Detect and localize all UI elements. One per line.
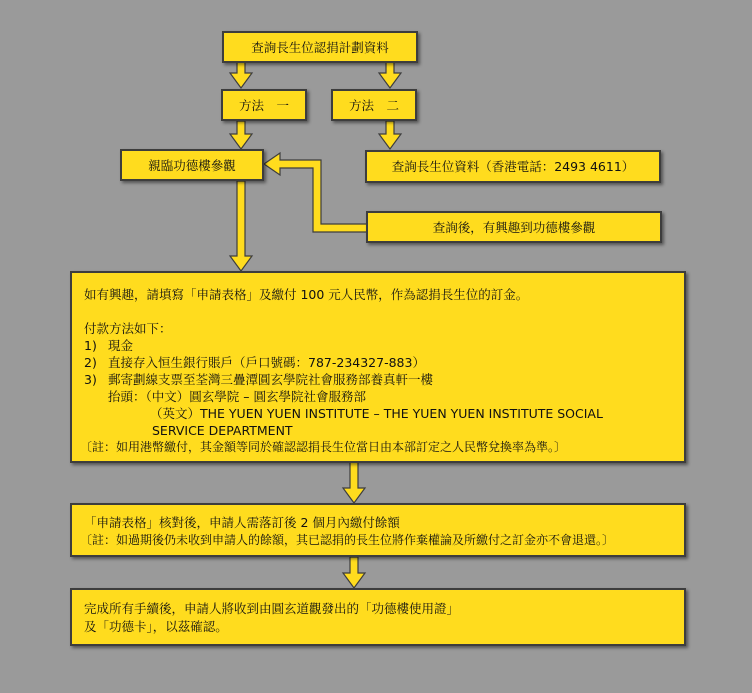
node-completion (70, 588, 686, 646)
node-method-two (331, 89, 417, 121)
node-method-one-label: 方法 一 (238, 97, 289, 113)
arrow-application-to-balance (343, 462, 365, 503)
payment-item-2-num: 2) (84, 355, 97, 370)
balance-text: 「申請表格」核對後，申請人需落訂後 2 個月內繳付餘額 (84, 515, 400, 530)
payment-item-3-num: 3) (84, 372, 97, 387)
payment-item-3: 郵寄劃線支票至荃灣三疊潭圓玄學院社會服務部養真軒一樓 (108, 372, 434, 387)
arrow-top-to-method2 (379, 62, 401, 88)
node-method-two-label: 方法 二 (348, 97, 399, 113)
completion-text-1: 完成所有手續後，申請人將收到由圓玄道觀發出的「功德樓使用證」 (84, 601, 460, 616)
node-phone-enquiry (365, 150, 661, 183)
node-visit-hall-label: 親臨功德樓參觀 (148, 157, 236, 173)
payment-heading: 付款方法如下： (84, 321, 172, 336)
node-query-info-label: 查詢長生位認捐計劃資料 (251, 39, 389, 55)
arrow-after-to-visit (264, 153, 368, 232)
node-phone-enquiry-label: 查詢長生位資料（香港電話：2493 4611） (391, 159, 635, 174)
application-note: 〔註：如用港幣繳付，其金額等同於確認認捐長生位當日由本部訂定之人民幣兌換率為準。〕 (80, 440, 567, 454)
payment-item-1: 現金 (108, 338, 134, 353)
arrow-method2-to-phone (379, 121, 401, 149)
payee-english-1: （英文）THE YUEN YUEN INSTITUTE – THE YUEN YUEN INSTITUTE SOCIAL (150, 406, 603, 421)
node-balance-payment (70, 503, 686, 557)
payment-item-2: 直接存入恒生銀行賬戶（戶口號碼：787-234327-883） (108, 355, 425, 370)
arrow-balance-to-complete (343, 557, 365, 588)
balance-note: 〔註：如過期後仍未收到申請人的餘額，其已認捐的長生位將作棄權論及所繳付之訂金亦不會退還。〕 (80, 533, 615, 547)
node-application (70, 271, 686, 463)
node-after-enquiry-label: 查詢後，有興趣到功德樓參觀 (432, 219, 596, 235)
payment-item-1-num: 1) (84, 338, 97, 353)
completion-text-2: 及「功德卡」，以茲確認。 (84, 619, 228, 634)
payee-chinese: 抬頭：（中文）圓玄學院 – 圓玄學院社會服務部 (108, 389, 366, 404)
payee-english-2: SERVICE DEPARTMENT (152, 423, 293, 438)
node-method-one (221, 89, 307, 121)
arrow-method1-to-visit (230, 121, 252, 149)
arrow-visit-to-application (230, 181, 252, 271)
node-visit-hall (120, 149, 264, 181)
node-after-enquiry (366, 211, 662, 243)
node-query-info (222, 31, 418, 63)
arrow-top-to-method1 (230, 62, 252, 88)
application-intro: 如有興趣，請填寫「申請表格」及繳付 100 元人民幣，作為認捐長生位的訂金。 (84, 287, 529, 302)
